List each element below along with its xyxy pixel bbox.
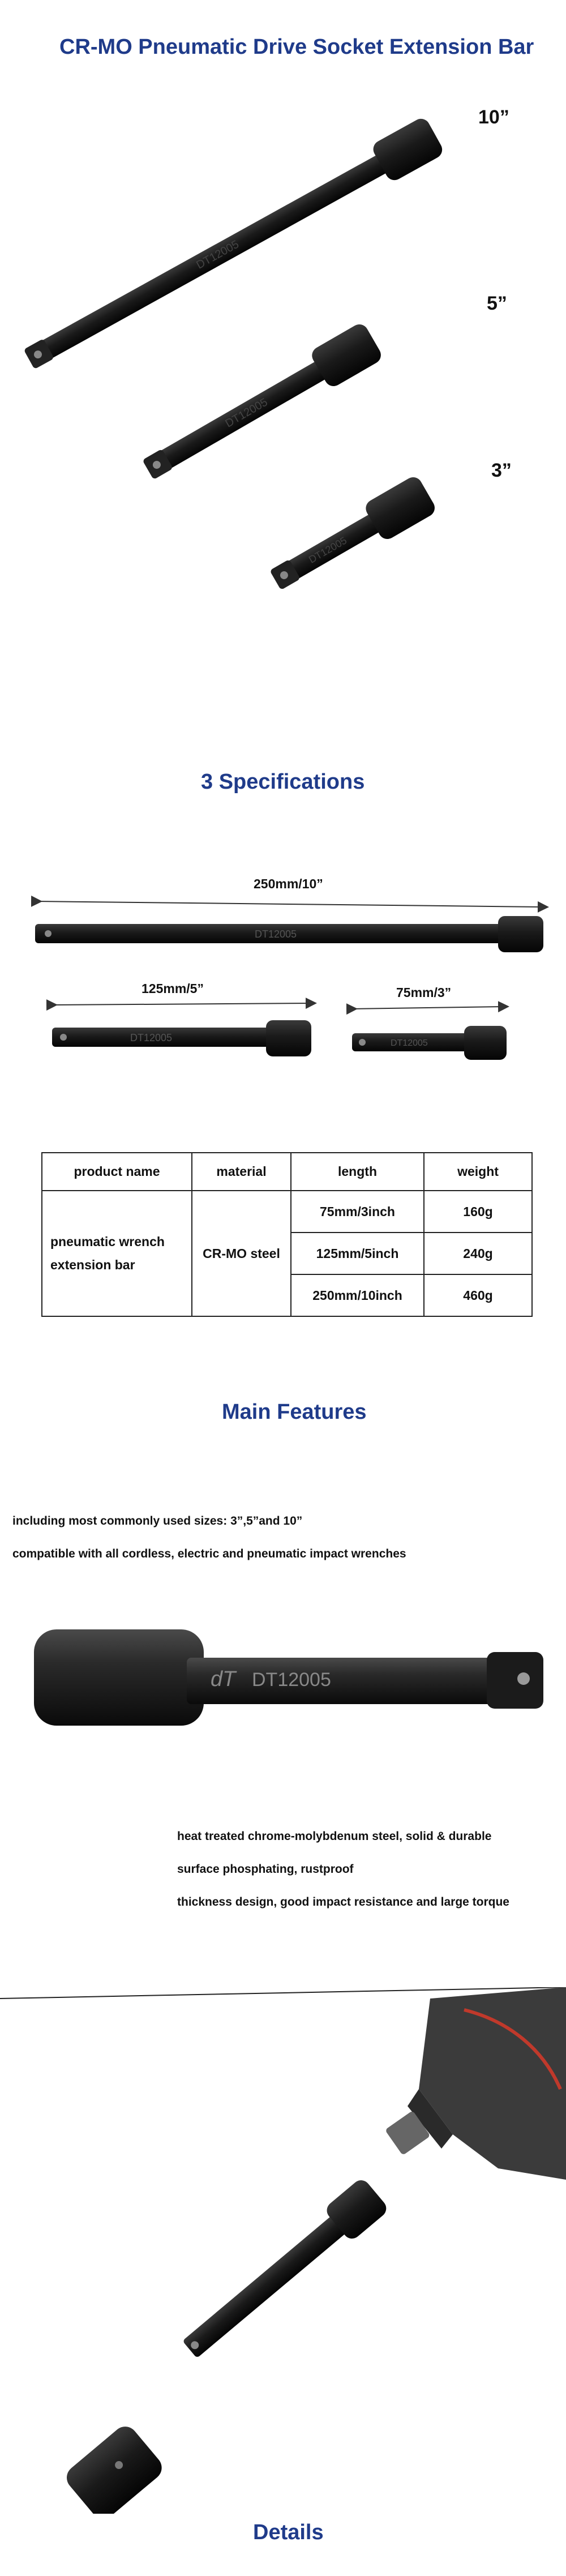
dim-arrow-75 <box>352 1007 504 1009</box>
cell-length: 75mm/3inch <box>291 1191 424 1233</box>
svg-text:DT12005: DT12005 <box>194 238 241 272</box>
size-label-5: 5” <box>487 293 507 314</box>
section1-title: CR-MO Pneumatic Drive Socket Extension Bar <box>59 35 534 59</box>
header-product-name: product name <box>42 1153 192 1191</box>
spec-bar-250 <box>35 916 543 952</box>
spec-bar-75 <box>352 1026 507 1060</box>
size-label-10: 10” <box>478 106 509 128</box>
cell-product-name: pneumatic wrench extension bar <box>42 1191 192 1316</box>
spec-table <box>41 1152 533 1317</box>
closeup-engraving: DT12005 <box>252 1669 331 1691</box>
header-weight: weight <box>424 1153 532 1191</box>
section2-title: 3 Specifications <box>201 770 365 794</box>
svg-text:dT: dT <box>211 1667 236 1691</box>
dim-125: 125mm/5” <box>142 981 204 996</box>
cell-weight: 460g <box>424 1274 532 1316</box>
section3-title: Main Features <box>222 1400 367 1424</box>
impact-wrench <box>385 1987 566 2180</box>
extension-bar-closeup <box>0 1614 566 1755</box>
dim-arrow-250 <box>37 901 543 907</box>
svg-text:DT12005: DT12005 <box>223 396 270 430</box>
size-label-3: 3” <box>491 460 512 481</box>
assembly-socket <box>62 2421 167 2514</box>
specifications-photo <box>0 889 566 1093</box>
header-material: material <box>192 1153 291 1191</box>
cell-length: 250mm/10inch <box>291 1274 424 1316</box>
cell-material: CR-MO steel <box>192 1191 291 1316</box>
svg-text:DT12005: DT12005 <box>306 534 349 566</box>
cell-weight: 240g <box>424 1233 532 1274</box>
section4-title: Details <box>253 2521 324 2544</box>
feature-item: heat treated chrome-molybdenum steel, solid & durable <box>177 1830 492 1843</box>
svg-text:DT12005: DT12005 <box>130 1032 173 1043</box>
bar-3-inch <box>264 474 438 599</box>
cell-weight: 160g <box>424 1191 532 1233</box>
feature-item: thickness design, good impact resistance and large torque <box>177 1895 509 1909</box>
extension-bars-photo <box>0 91 566 634</box>
spec-bar-125 <box>52 1020 311 1056</box>
dim-75: 75mm/3” <box>396 985 452 1000</box>
spec-table-header <box>42 1153 532 1191</box>
impact-wrench-assembly-photo <box>0 1987 566 2514</box>
dim-250: 250mm/10” <box>254 876 323 891</box>
assembly-extension-bar <box>176 2176 390 2366</box>
bar-10-inch <box>19 115 445 378</box>
feature-item: including most commonly used sizes: 3”,5”and 10” <box>12 1514 303 1527</box>
svg-text:DT12005: DT12005 <box>391 1038 428 1048</box>
feature-item: compatible with all cordless, electric and pneumatic impact wrenches <box>12 1547 406 1560</box>
dim-arrow-125 <box>52 1003 311 1005</box>
svg-text:DT12005: DT12005 <box>255 928 297 940</box>
cell-length: 125mm/5inch <box>291 1233 424 1274</box>
bar-5-inch <box>137 321 384 489</box>
header-length: length <box>291 1153 424 1191</box>
feature-item: surface phosphating, rustproof <box>177 1863 354 1876</box>
